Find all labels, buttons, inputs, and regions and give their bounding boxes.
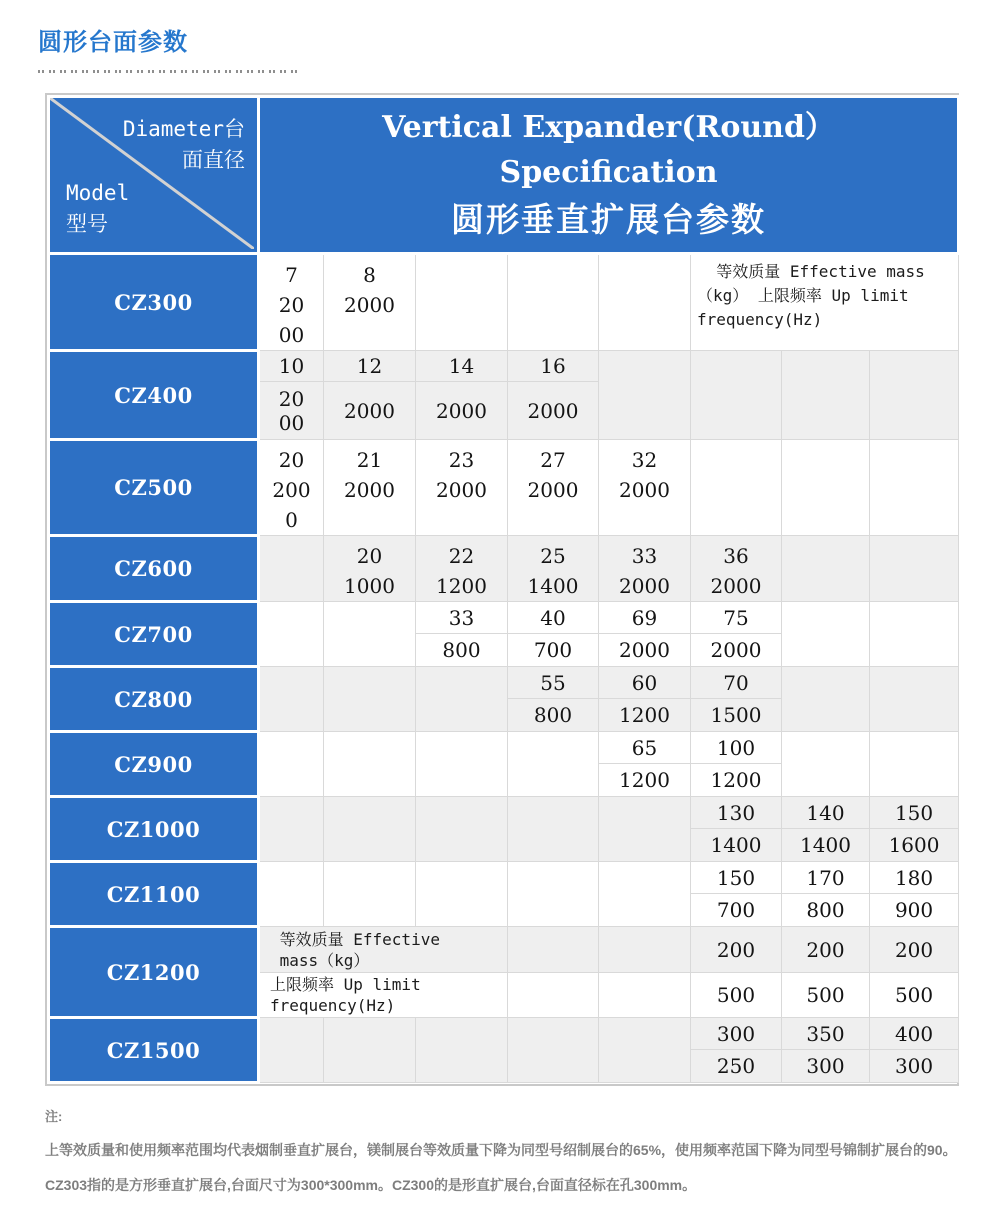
value-line: 100 [716,735,756,760]
up-limit-frequency-label-cell [259,973,508,1018]
value-line: 200 [894,937,934,962]
spec-table-wrapper [45,93,959,1086]
empty-cell [259,732,324,797]
frequency-value-cell [599,699,691,732]
value-line: 等效质量 Effective [270,929,440,949]
value-line: 27 [540,448,566,472]
empty-cell [599,1018,691,1083]
value-line: 800 [806,898,845,922]
empty-cell [599,862,691,927]
value-line: 1200 [436,574,487,598]
frequency-value-cell [599,634,691,667]
mass-value-cell [324,351,416,382]
model-cz1200: CZ1200 [49,927,259,1018]
value-line: 8 [363,263,376,287]
empty-cell [782,536,870,602]
value-line: 1000 [344,574,395,598]
spec-value-cell [259,440,324,536]
dotted-divider [38,70,298,73]
corner-cell [49,97,259,254]
value-line: 700 [533,638,573,662]
empty-cell [416,862,508,927]
model-cz500: CZ500 [49,440,259,536]
frequency-value-cell [870,973,959,1018]
value-line: 300 [806,1054,845,1078]
value-line: frequency(Hz) [270,996,396,1015]
value-line: 33 [631,544,658,568]
empty-cell [324,667,416,732]
empty-cell [870,440,959,536]
spec-value-cell [259,254,324,351]
model-cz600: CZ600 [49,536,259,602]
frequency-value-cell [508,699,599,732]
value-line: 40 [540,605,566,630]
value-line: 00 [278,410,305,435]
note-line-1: 上等效质量和使用频率范围均代表烟制垂直扩展台，镁制展台等效质量下降为同型号绍制展台的65%，使用频率范国下降为同型号锦制扩展台的90。 [45,1142,957,1158]
spec-value-cell [508,536,599,602]
value-line: 1500 [710,703,762,727]
frequency-value-cell [259,382,324,440]
mass-value-cell [508,667,599,699]
empty-cell [324,797,416,862]
frequency-value-cell [870,894,959,927]
value-line: 00 [278,323,305,347]
value-line: 21 [356,448,383,472]
units-note-cell [691,254,959,351]
value-line: 32 [631,448,658,472]
model-cz1000: CZ1000 [49,797,259,862]
frequency-value-cell [508,634,599,667]
empty-cell [599,254,691,351]
empty-cell [870,602,959,667]
frequency-value-cell [782,894,870,927]
mass-value-cell [599,732,691,764]
value-line: 2000 [619,478,670,502]
value-line: 2000 [436,478,487,502]
empty-cell [324,862,416,927]
empty-cell [599,927,691,973]
table-title-cn: 圆形垂直扩展台参数 [451,200,767,239]
value-line: 1200 [710,768,762,792]
value-line: 75 [723,605,749,630]
effective-mass-label-cell [259,927,508,973]
value-line: 2000 [710,574,762,598]
empty-cell [259,667,324,732]
empty-cell [870,536,959,602]
frequency-value-cell [691,829,782,862]
value-line: 16 [540,354,566,378]
empty-cell [324,732,416,797]
mass-value-cell [508,602,599,634]
empty-cell [508,732,599,797]
model-header [66,178,129,240]
mass-value-cell [870,927,959,973]
model-cz800: CZ800 [49,667,259,732]
empty-cell [782,440,870,536]
spec-value-cell [324,536,416,602]
value-line: 500 [806,983,845,1007]
model-cz300: CZ300 [49,254,259,351]
value-line: （kg） 上限频率 Up limit [697,286,909,305]
empty-cell [782,732,870,797]
value-line: 2000 [436,398,487,423]
mass-value-cell [691,1018,782,1050]
value-line: 2000 [619,574,670,598]
mass-value-cell [870,1018,959,1050]
note-mark: 注: [45,1109,63,1124]
value-line: 1600 [888,833,940,857]
value-line: 7 [285,263,298,287]
value-line: 800 [533,703,573,727]
empty-cell [599,351,691,440]
mass-value-cell [691,732,782,764]
spec-value-cell [508,440,599,536]
value-line: 300 [716,1021,756,1046]
value-line: 140 [806,800,845,825]
spec-value-cell [324,254,416,351]
value-line: 2000 [344,398,395,423]
value-line: 400 [894,1021,934,1046]
model-label: 型号 [66,212,108,236]
frequency-value-cell [782,829,870,862]
value-line: 等效质量 Effective mass [697,262,925,281]
value-line: mass（kg） [270,950,370,970]
empty-cell [259,1018,324,1083]
empty-cell [259,797,324,862]
model-cz1500: CZ1500 [49,1018,259,1083]
value-line: 0 [285,508,298,532]
empty-cell [599,797,691,862]
frequency-value-cell [599,764,691,797]
mass-value-cell [691,797,782,829]
value-line: 1400 [800,833,851,857]
mass-value-cell [416,602,508,634]
value-line: 12 [356,354,383,378]
diameter-label: Diameter台 [122,117,245,141]
empty-cell [870,351,959,440]
empty-cell [416,254,508,351]
empty-cell [870,667,959,732]
table-title-en: Specification [499,155,718,190]
frequency-value-cell [508,382,599,440]
value-line: 300 [894,1054,934,1078]
value-line: 200 [806,937,845,962]
mass-value-cell [782,1018,870,1050]
section-title: 圆形台面参数 [38,29,188,56]
value-line: 69 [631,605,658,630]
frequency-value-cell [324,382,416,440]
value-line: 36 [723,544,749,568]
mass-value-cell [782,862,870,894]
table-title-en: Vertical Expander(Round） [382,110,835,145]
mass-value-cell [691,862,782,894]
model-cz1100: CZ1100 [49,862,259,927]
value-line: 2000 [344,478,395,502]
mass-value-cell [416,351,508,382]
empty-cell [782,602,870,667]
value-line: 700 [716,898,756,922]
frequency-value-cell [416,634,508,667]
empty-cell [508,927,599,973]
frequency-value-cell [691,634,782,667]
empty-cell [259,602,324,667]
empty-cell [324,1018,416,1083]
value-line: 65 [631,735,658,760]
empty-cell [870,732,959,797]
value-line: 250 [716,1054,756,1078]
value-line: 350 [806,1021,845,1046]
value-line: 2000 [527,398,579,423]
value-line: 900 [894,898,934,922]
spec-value-cell [599,440,691,536]
value-line: 130 [716,800,756,825]
value-line: 20 [278,386,305,411]
empty-cell [508,254,599,351]
mass-value-cell [508,351,599,382]
value-line: 1200 [619,703,670,727]
value-line: 180 [894,865,934,890]
spec-value-cell [416,536,508,602]
value-line: 10 [278,354,305,378]
footnotes [45,1106,1000,1195]
value-line: 150 [716,865,756,890]
value-line: 2000 [619,638,670,662]
value-line: 1400 [527,574,579,598]
value-line: 60 [631,670,658,695]
empty-cell [508,973,599,1018]
value-line: 2000 [527,478,579,502]
empty-cell [691,440,782,536]
empty-cell [416,797,508,862]
table-title-cell [259,97,959,254]
empty-cell [508,1018,599,1083]
value-line: 500 [716,983,756,1007]
value-line: 150 [894,800,934,825]
empty-cell [508,862,599,927]
note-line-2: CZ303指的是方形垂直扩展台,台面尺寸为300*300mm。CZ300的是形直扩展台,台面直径标在孔300mm。 [45,1177,697,1193]
mass-value-cell [782,797,870,829]
model-cz900: CZ900 [49,732,259,797]
value-line: 上限频率 Up limit [270,975,421,994]
mass-value-cell [691,667,782,699]
value-line: 800 [442,638,481,662]
frequency-value-cell [416,382,508,440]
value-line: 1400 [710,833,762,857]
value-line: 500 [894,983,934,1007]
empty-cell [599,973,691,1018]
spec-value-cell [416,440,508,536]
frequency-value-cell [870,829,959,862]
empty-cell [416,667,508,732]
value-line: 25 [540,544,566,568]
spec-value-cell [599,536,691,602]
diameter-label: 面直径 [182,148,245,172]
value-line: 23 [448,448,475,472]
empty-cell [782,667,870,732]
empty-cell [782,351,870,440]
frequency-value-cell [782,973,870,1018]
mass-value-cell [691,602,782,634]
value-line: 170 [806,865,845,890]
value-line: 55 [540,670,566,695]
value-line: 20 [278,448,305,472]
frequency-value-cell [691,764,782,797]
value-line: 200 [272,478,311,502]
value-line: 2000 [344,293,395,317]
empty-cell [691,351,782,440]
mass-value-cell [691,927,782,973]
frequency-value-cell [870,1050,959,1083]
value-line: 200 [716,937,756,962]
value-line: 70 [723,670,749,695]
value-line: 22 [448,544,475,568]
mass-value-cell [870,862,959,894]
model-label: Model [66,181,130,205]
empty-cell [508,797,599,862]
empty-cell [416,1018,508,1083]
frequency-value-cell [691,973,782,1018]
frequency-value-cell [691,1050,782,1083]
empty-cell [416,732,508,797]
value-line: 33 [448,605,475,630]
mass-value-cell [599,667,691,699]
model-cz700: CZ700 [49,602,259,667]
mass-value-cell [259,351,324,382]
frequency-value-cell [691,894,782,927]
diameter-header [123,114,245,176]
value-line: 20 [278,293,305,317]
value-line: frequency(Hz) [697,310,823,329]
mass-value-cell [782,927,870,973]
mass-value-cell [870,797,959,829]
value-line: 2000 [710,638,762,662]
model-cz400: CZ400 [49,351,259,440]
empty-cell [259,862,324,927]
spec-value-cell [691,536,782,602]
spec-value-cell [324,440,416,536]
value-line: 1200 [619,768,670,792]
value-line: 20 [356,544,383,568]
frequency-value-cell [691,699,782,732]
value-line: 14 [448,354,475,378]
empty-cell [259,536,324,602]
empty-cell [324,602,416,667]
spec-table [47,95,960,1084]
frequency-value-cell [782,1050,870,1083]
mass-value-cell [599,602,691,634]
